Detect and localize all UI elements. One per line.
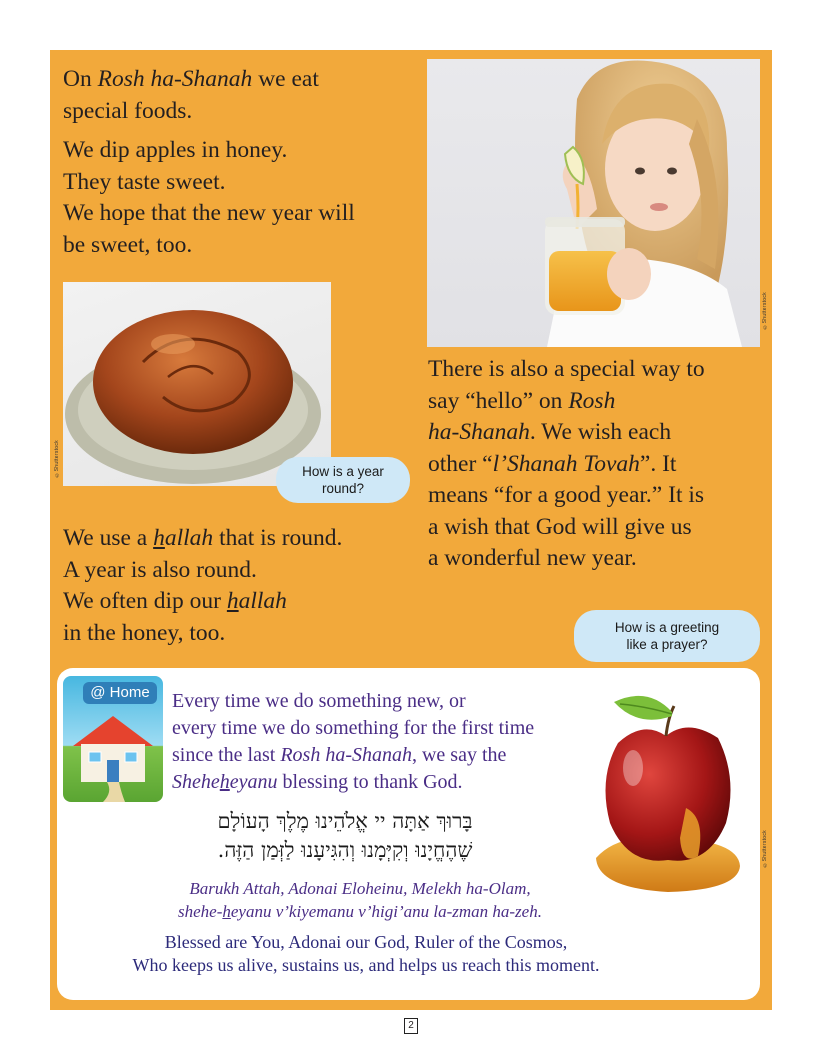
greeting-text xyxy=(428,354,768,575)
question-bubble-greeting-prayer xyxy=(574,610,760,662)
question-bubble-year-round xyxy=(276,457,410,503)
transliteration xyxy=(150,877,570,923)
photo-credit-apple: ©Shutterstock xyxy=(762,830,768,868)
hallah-line-3: We often dip our hallah xyxy=(63,588,287,614)
hallah-line-4: in the honey, too. xyxy=(63,619,226,646)
home-line-2: every time we do something for the first time xyxy=(172,717,535,739)
bubble-line: round? xyxy=(321,481,365,496)
hebrew-blessing xyxy=(160,807,530,865)
english-translation xyxy=(66,931,666,977)
hebrew-line-1: בָּרוּךְ אַתָּה יי אֱלֹהֵינוּ מֶלֶךְ הָעוֹלָם xyxy=(217,809,473,833)
intro-line-2: special foods. xyxy=(63,97,193,124)
english-line-1: Blessed are You, Adonai our God, Ruler of the Cosmos, xyxy=(164,932,568,952)
house-icon xyxy=(63,676,163,802)
photo-credit-hallah: ©Shutterstock xyxy=(54,440,60,478)
intro-line-3: We dip apples in honey. xyxy=(63,137,288,163)
apple-honey-image xyxy=(588,688,744,898)
intro-line-6: be sweet, too. xyxy=(63,231,193,258)
translit-line-1: Barukh Attah, Adonai Eloheinu, Melekh ha-Olam, xyxy=(189,879,531,898)
page-number: 2 xyxy=(404,1018,418,1034)
greeting-line-6: a wish that God will give us xyxy=(428,513,692,540)
greeting-line-4: other “l’Shanah Tovah”. It xyxy=(428,450,677,477)
home-line-1: Every time we do something new, or xyxy=(172,690,466,712)
greeting-line-7: a wonderful new year. xyxy=(428,545,637,571)
greeting-line-3: ha-Shanah. We wish each xyxy=(428,419,672,445)
intro-text xyxy=(63,64,423,261)
bubble-line: How is a greeting xyxy=(614,620,720,635)
hallah-line-2: A year is also round. xyxy=(63,556,257,583)
hallah-line-1: We use a hallah that is round. xyxy=(63,525,343,551)
hallah-text xyxy=(63,523,423,649)
home-line-4: Sheheheyanu blessing to thank God. xyxy=(172,771,463,793)
bubble-line: How is a year xyxy=(302,464,384,479)
greeting-line-5: means “for a good year.” It is xyxy=(428,482,705,508)
home-text xyxy=(172,688,534,796)
intro-line-5: We hope that the new year will xyxy=(63,200,355,226)
translit-line-2: shehe-heyanu v’kiyemanu v’higi’anu la-zman ha-zeh. xyxy=(178,902,542,921)
hebrew-line-2: שֶׁהֶחֱיָנוּ וְקִיְּמָנוּ וְהִגִּיעָנוּ לַזְּמַן הַזֶּה. xyxy=(217,838,473,862)
greeting-line-1: There is also a special way to xyxy=(428,356,705,382)
at-home-label: @ Home xyxy=(83,682,157,704)
girl-honey-photo xyxy=(427,59,760,347)
hallah-photo xyxy=(63,282,331,486)
apple-icon xyxy=(588,688,744,898)
greeting-line-2: say “hello” on Rosh xyxy=(428,387,616,414)
photo-credit-girl: ©Shutterstock xyxy=(762,292,768,330)
intro-line-4: They taste sweet. xyxy=(63,168,226,195)
at-home-badge xyxy=(63,676,163,802)
english-line-2: Who keeps us alive, sustains us, and helps us reach this moment. xyxy=(132,955,600,975)
intro-line-1: On Rosh ha-Shanah we eat xyxy=(63,66,319,92)
bubble-line: like a prayer? xyxy=(626,637,708,652)
home-line-3: since the last Rosh ha-Shanah, we say the xyxy=(172,744,507,766)
